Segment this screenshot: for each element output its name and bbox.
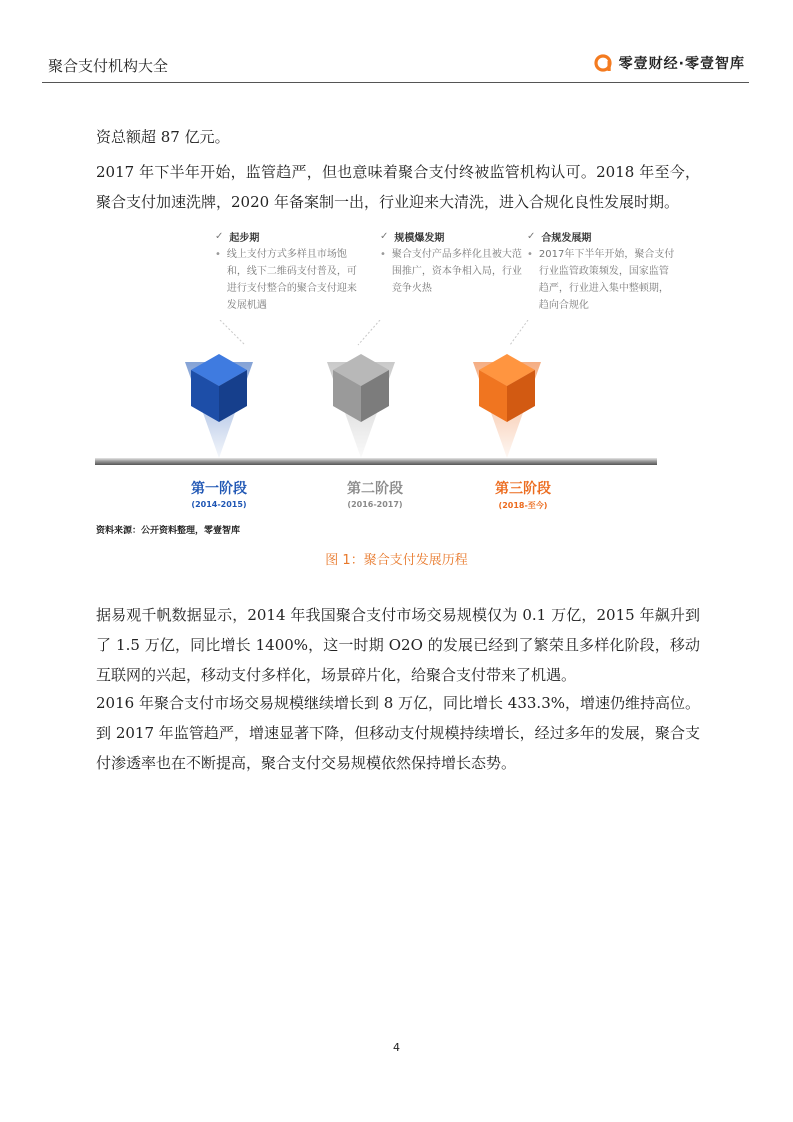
paragraph-1: 资总额超 87 亿元。 <box>96 128 230 146</box>
page-number: 4 <box>393 1041 400 1054</box>
stage-box-2 <box>380 228 530 297</box>
bullet-icon: • <box>527 249 533 260</box>
connector-line-1 <box>220 320 245 345</box>
development-timeline-figure <box>90 228 700 528</box>
timeline-bar <box>95 458 657 465</box>
timeline-graphic <box>90 320 700 470</box>
stage-box-3 <box>527 228 677 314</box>
phase-years: (2018-至今) <box>498 501 548 510</box>
check-icon: ✓ <box>527 230 536 242</box>
paragraph-2: 2017 年下半年开始，监管趋严，但也意味着聚合支付终被监管机构认可。2018 年至今，聚合支付加速洗牌，2020 年备案制一出，行业迎来大清洗，进入合规化良性发展时期。 <box>96 163 700 211</box>
phase-label-1 <box>149 478 289 509</box>
figure-source: 资料来源：公开资料整理，零壹智库 <box>96 526 241 536</box>
paragraph-4: 2016 年聚合支付市场交易规模继续增长到 8 万亿，同比增长 433.3%，增速仍维持高位。到 2017 年监管趋严，增速显著下降，但移动支付规模持续增长，经过多年的发展，聚合支付渗透率也在不断提高，聚合支付交易规模依然保持增长态势。 <box>96 694 700 772</box>
connector-line-3 <box>510 320 528 345</box>
stage-description: 线上支付方式多样且市场饱和，线下二维码支付普及，可进行支付整合的聚合支付迎来发展机遇 <box>226 249 357 311</box>
phase-name: 第三阶段 <box>495 481 551 497</box>
connector-line-2 <box>358 320 380 345</box>
stage-box-1 <box>215 228 365 314</box>
phase-years: (2016-2017) <box>347 500 403 509</box>
phase-name: 第二阶段 <box>347 481 403 497</box>
phase-label-2 <box>305 478 445 509</box>
bullet-icon: • <box>215 249 221 260</box>
phase-label-3 <box>453 478 593 511</box>
stage-description: 聚合支付产品多样化且被大范围推广，资本争相入局，行业竞争火热 <box>391 249 522 294</box>
brand-logo-icon <box>593 53 613 73</box>
check-icon: ✓ <box>215 230 224 242</box>
document-header-title: 聚合支付机构大全 <box>48 57 169 75</box>
check-icon: ✓ <box>380 230 389 242</box>
stage-title: 合规发展期 <box>541 232 592 244</box>
paragraph-3: 据易观千帆数据显示，2014 年我国聚合支付市场交易规模仅为 0.1 万亿，2015 年飙升到了 1.5 万亿，同比增长 1400%，这一时期 O2O 的发展已经到了繁荣且多样化阶段，移动互联网的兴起，移动支付多样化，场景碎片化，给聚合支付带来了机遇。 <box>96 606 700 684</box>
phase-name: 第一阶段 <box>191 481 247 497</box>
brand-name: 零壹财经·零壹智库 <box>618 56 745 72</box>
brand <box>593 53 745 73</box>
stage-description: 2017年下半年开始，聚合支付行业监管政策频发，国家监管趋严，行业进入集中整顿期，趋向合规化 <box>538 249 675 311</box>
stage-title: 起步期 <box>229 232 260 244</box>
bullet-icon: • <box>380 249 386 260</box>
stage-title: 规模爆发期 <box>394 232 445 244</box>
phase-years: (2014-2015) <box>191 500 247 509</box>
figure-caption: 图 1：聚合支付发展历程 <box>325 553 468 568</box>
header-divider <box>42 82 749 83</box>
